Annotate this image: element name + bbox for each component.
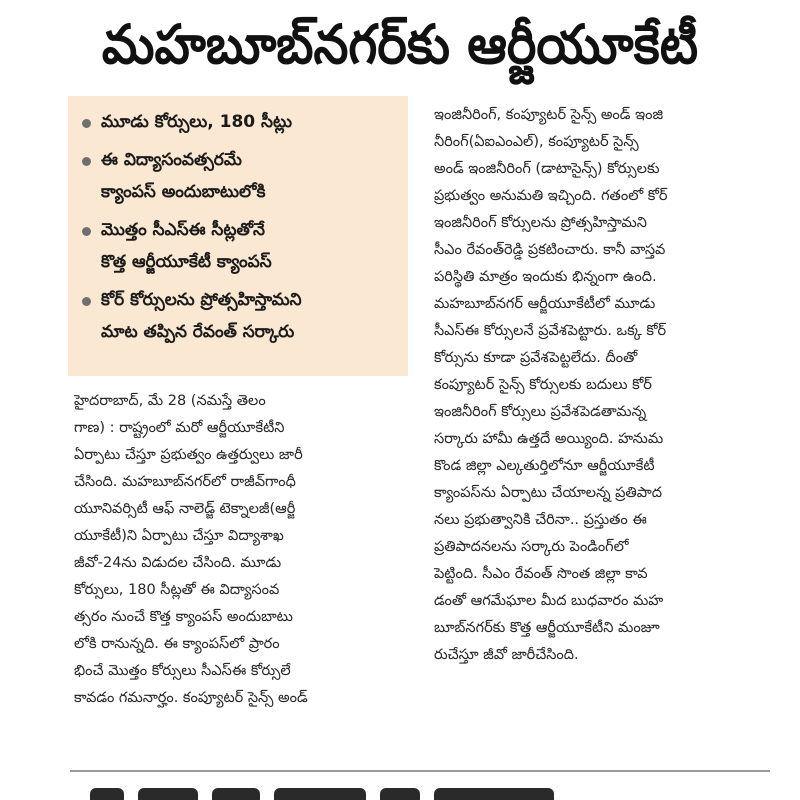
highlight-item: [82, 106, 400, 138]
body-line: పరిస్థితి మాత్రం ఇందుకు భిన్నంగా ఉంది.: [434, 269, 657, 285]
highlight-item: [82, 214, 400, 278]
highlight-line: మాట తప్పిన రేవంత్‌ సర్కారు: [101, 322, 295, 342]
body-line: సర్కారు హామీ ఉత్తదే అయ్యింది. హనుమ: [434, 431, 664, 447]
highlights-box: [68, 96, 408, 376]
bullet-icon: [82, 119, 91, 128]
body-line: హైదరాబాద్‌, మే 28 (నమస్తే తెలం: [74, 393, 266, 409]
article-column-right: [434, 102, 766, 669]
body-line: చేసింది. మహబూబ్‌నగర్‌లో రాజీవ్‌గాంధీ: [74, 474, 296, 490]
body-line: మహబూబ్‌నగర్‌ ఆర్జీయూకేటీలో మూడు: [434, 296, 656, 312]
body-line: గాణ) : రాష్ట్రంలో మరో ఆర్జీయూకేటీని: [74, 420, 285, 436]
body-line: ఏర్పాటు చేస్తూ ప్రభుత్వం ఉత్తర్వులు జారీ: [74, 447, 303, 463]
body-line: ఇంజినీరింగ్‌ కోర్సులు ప్రవేశపెడతామన్న: [434, 404, 647, 420]
highlight-item: [82, 284, 400, 348]
highlight-text: [101, 106, 292, 138]
body-line: నీరింగ్‌(ఏఐఎంఎల్‌), కంప్యూటర్‌ సైన్స్‌: [434, 134, 639, 150]
body-line: త్సరం నుంచే కొత్త క్యాంపస్‌ అందుబాటు: [74, 609, 293, 625]
body-line: కావడం గమనార్హం. కంప్యూటర్‌ సైన్స్‌ అండ్‌: [74, 690, 308, 706]
body-line: యూకేటీ)ని ఏర్పాటు చేస్తూ విద్యాశాఖ: [74, 528, 284, 544]
highlight-line: ఈ విద్యాసంవత్సరమే: [101, 150, 242, 170]
body-line: జీవో-24ను విడుదల చేసింది. మూడు: [74, 555, 282, 571]
highlight-item: [82, 144, 400, 208]
body-line: రుచేస్తూ జీవో జారీచేసింది.: [434, 647, 579, 663]
body-line: ఇంజినీరింగ్‌, కంప్యూటర్‌ సైన్స్‌ అండ్‌ ఇంజి: [434, 107, 664, 123]
article-column-left: [74, 388, 410, 712]
body-line: కోర్సులు, 180 సీట్లతో ఈ విద్యాసంవ: [74, 582, 280, 598]
body-line: సీఎస్‌ఈ కోర్సులనే ప్రవేశపెట్టారు. ఒక్క కోర్‌: [434, 323, 667, 339]
bullet-icon: [82, 297, 91, 306]
headline: మహబూబ్‌నగర్‌కు ఆర్జీయూకేటీ: [101, 13, 699, 76]
body-line: క్యాంపస్‌ను ఏర్పాటు చేయాలన్న ప్రతిపాద: [434, 485, 662, 501]
body-line: ప్రతిపాదనలను సర్కారు పెండింగ్‌లో: [434, 539, 629, 555]
highlight-text: [101, 214, 272, 278]
highlight-line: కోర్‌ కోర్సులను ప్రోత్సహిస్తామని: [101, 290, 302, 310]
body-line: బూబ్‌నగర్‌కు కొత్త ఆర్జీయూకేటీని మంజూ: [434, 620, 660, 636]
body-line: నలు ప్రభుత్వానికి చేరినా.. ప్రస్తుతం ఈ: [434, 512, 647, 528]
highlight-line: క్యాంపస్‌ అందుబాటులోకి: [101, 182, 266, 202]
section-divider: [70, 770, 770, 772]
body-line: ప్రభుత్వం అనుమతి ఇచ్చింది. గతంలో కోర్‌: [434, 188, 668, 204]
body-line: భించే మొత్తం కోర్సులు సీఎస్‌ఈ కోర్సులే: [74, 663, 291, 679]
body-line: అండ్‌ ఇంజినీరింగ్‌ (డాటాసైన్స్‌) కోర్సులకు: [434, 161, 660, 177]
next-article-cut-off: [90, 782, 650, 800]
highlight-line: మూడు కోర్సులు, 180 సీట్లు: [101, 112, 292, 132]
bullet-icon: [82, 157, 91, 166]
body-line: కంప్యూటర్‌ సైన్స్‌ కోర్సులకు బదులు కోర్‌: [434, 377, 652, 393]
bullet-icon: [82, 227, 91, 236]
body-line: లోకి రానున్నది. ఈ క్యాంపస్‌లో ప్రారం: [74, 636, 280, 652]
body-line: కోర్సును కూడా ప్రవేశపెట్టలేదు. దీంతో: [434, 350, 638, 366]
body-line: కొండ జిల్లా ఎల్కతుర్తిలోనూ ఆర్జీయూకేటీ: [434, 458, 655, 474]
highlight-text: [101, 144, 266, 208]
highlight-line: మొత్తం సీఎస్‌ఈ సీట్లతోనే: [101, 220, 265, 240]
body-line: ఇంజినీరింగ్‌ కోర్సులను ప్రోత్సహిస్తామని: [434, 215, 647, 231]
body-line: యూనివర్సిటీ ఆఫ్‌ నాలెడ్జ్‌ టెక్నాలజీ(ఆర్జీ: [74, 501, 296, 517]
body-line: సీఎం రేవంత్‌రెడ్డి ప్రకటించారు. కానీ వాస్తవ: [434, 242, 666, 258]
body-line: డంతో ఆగమేఘాల మీద బుధవారం మహ: [434, 593, 664, 609]
body-line: పెట్టింది. సీఎం రేవంత్‌ సొంత జిల్లా కావ: [434, 566, 648, 582]
highlight-line: కొత్త ఆర్జీయూకేటీ క్యాంపస్‌: [101, 252, 272, 272]
highlight-text: [101, 284, 302, 348]
